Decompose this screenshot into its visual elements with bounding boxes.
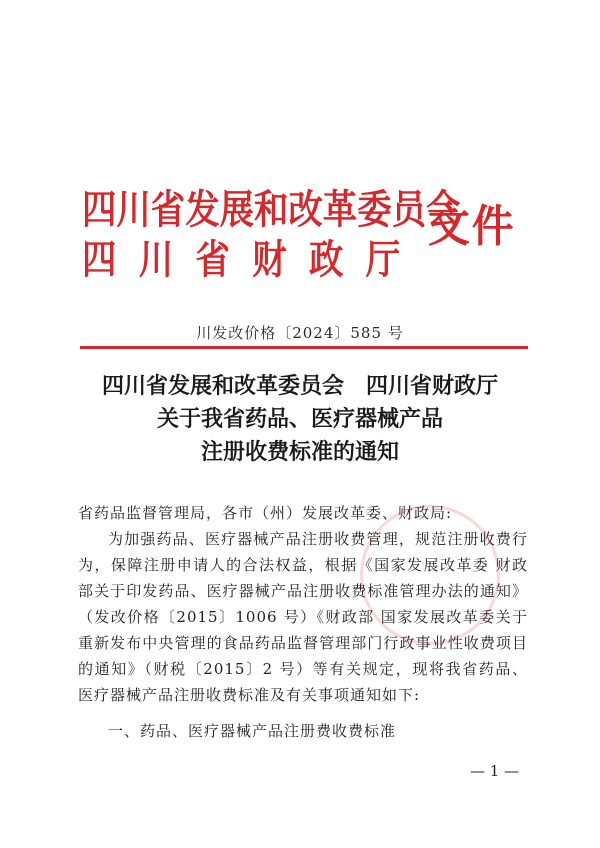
issuer-line-1: 四川省发展和改革委员会 bbox=[82, 187, 461, 233]
body-paragraph: 为加强药品、医疗器械产品注册收费管理，规范注册收费行为，保障注册申请人的合法权益，根据《国家发展改革委 财政部关于印发药品、医疗器械产品注册收费标准管理办法的通知》（发改价格〔2015〕1006 号）《财政部 国家发展改革委关于重新发布中央管理的食品药品监督管理部门行政事业性收费项目的通知》（财税〔2015〕2 号）等有关规定，现将我省药品、医疗器械产品注册收费标准及有关事项通知如下: bbox=[78, 530, 528, 704]
issuer-line-2: 四川省财政厅 bbox=[82, 237, 423, 283]
document-number: 川发改价格〔2024〕585 号 bbox=[196, 324, 404, 342]
section-heading: 一、药品、医疗器械产品注册费收费标准 bbox=[108, 722, 397, 740]
document-type-suffix: 文件 bbox=[428, 201, 516, 252]
title-line-1: 四川省发展和改革委员会 四川省财政厅 bbox=[101, 373, 498, 399]
salutation: 省药品监督管理局，各市（州）发展改革委、财政局: bbox=[78, 504, 453, 522]
header-divider bbox=[80, 346, 528, 349]
page-number: — 1 — bbox=[470, 762, 520, 780]
title-line-3: 注册收费标准的通知 bbox=[200, 439, 399, 465]
title-line-2: 关于我省药品、医疗器械产品 bbox=[156, 406, 443, 432]
